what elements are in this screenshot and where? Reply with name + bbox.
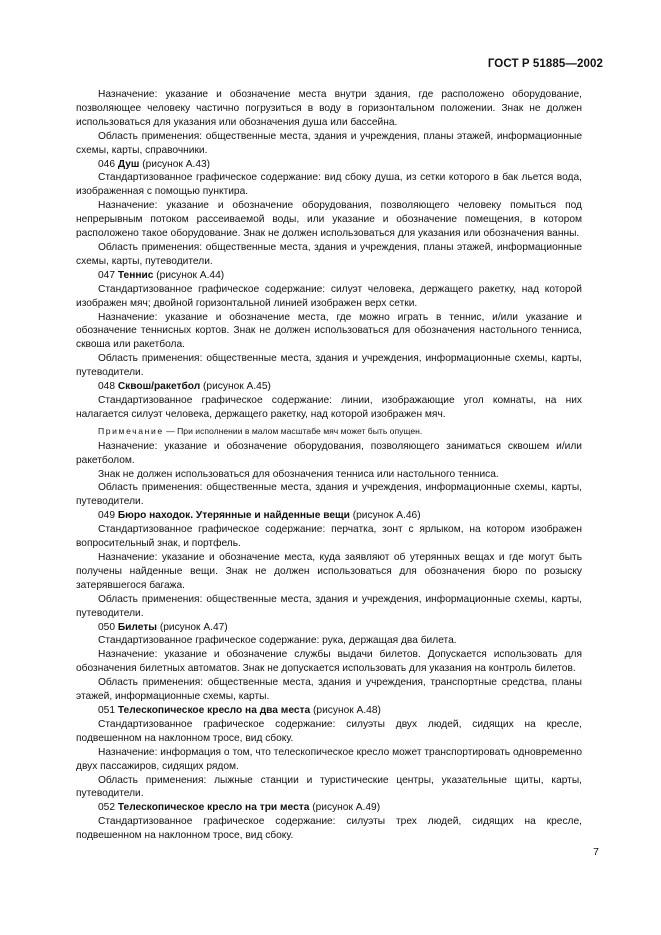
paragraph: Область применения: общественные места, здания и учреждения, транспортные средства, планы этажей, информационные схемы, карты. (76, 677, 582, 703)
section-number: 047 (98, 269, 118, 281)
document-body (76, 88, 582, 843)
paragraph: Назначение: указание и обозначение места внутри здания, где расположено оборудование, позволяющее человеку частично погрузиться в воду в горизонтальном положении. Знак не должен использоваться для указания или обозначения душа или бассейна. (76, 89, 582, 128)
section-title: Телескопическое кресло на три места (117, 802, 310, 814)
paragraph: Стандартизованное графическое содержание: вид сбоку душа, из сетки которого в бак льется вода, изображенная с помощью пунктира. (76, 172, 582, 198)
section-number: 046 (98, 158, 118, 170)
note-text: — При исполнении в малом масштабе мяч может быть опущен. (163, 425, 423, 436)
note (76, 425, 582, 437)
note-label: Примечание (98, 425, 164, 436)
paragraph: Знак не должен использоваться для обозначения тенниса или настольного тенниса. (98, 468, 499, 480)
section-heading-049 (76, 509, 582, 523)
section-title: Билеты (117, 621, 157, 633)
section-title: Теннис (117, 269, 154, 281)
section-heading-046 (76, 158, 582, 172)
paragraph: Стандартизованное графическое содержание: рука, держащая два билета. (98, 635, 457, 647)
section-heading-051 (76, 704, 582, 718)
paragraph: Назначение: указание и обозначение места, куда заявляют об утерянных вещах и где могут быть получены найденные вещи. Знак не должен использоваться для обозначения бюро по розыску затерявшегося багажа. (76, 552, 582, 591)
section-title: Телескопическое кресло на два места (117, 704, 311, 716)
section-heading-047 (76, 269, 582, 283)
figure-reference: (рисунок А.47) (156, 621, 228, 633)
figure-reference: (рисунок А.48) (310, 704, 381, 716)
figure-reference: (рисунок А.44) (153, 269, 225, 281)
paragraph: Назначение: указание и обозначение оборудования, позволяющего заниматься сквошем и/или ракетболом. (76, 440, 582, 466)
section-number: 052 (98, 802, 118, 814)
section-heading-050 (76, 621, 582, 635)
section-number: 050 (98, 621, 118, 633)
figure-reference: (рисунок А.45) (200, 381, 271, 393)
paragraph: Область применения: общественные места, здания и учреждения, планы этажей, информационные схемы, карты, путеводители. (76, 241, 582, 267)
paragraph: Назначение: указание и обозначение службы выдачи билетов. Допускается использовать для обозначения билетных автоматов. Знак не допускается использовать для указания на контроль билетов. (76, 649, 582, 675)
paragraph: Область применения: лыжные станции и туристические центры, указательные щиты, карты, путеводители. (76, 774, 582, 800)
section-title: Сквош/ракетбол (117, 381, 201, 393)
section-number: 048 (98, 381, 118, 393)
paragraph: Область применения: общественные места, здания и учреждения, планы этажей, информационные схемы, карты, справочники. (76, 130, 582, 156)
section-heading-048 (76, 380, 582, 394)
paragraph: Стандартизованное графическое содержание: силуэты трех людей, сидящих на кресле, подвешенном на наклонном тросе, вид сбоку. (76, 816, 582, 842)
section-title: Душ (117, 158, 140, 170)
figure-reference: (рисунок А.46) (349, 510, 421, 522)
page-number: 7 (593, 846, 599, 858)
paragraph: Назначение: информация о том, что телескопическое кресло может транспортировать одновременно двух пассажиров, сидящих рядом. (76, 746, 582, 772)
section-number: 051 (98, 704, 118, 716)
paragraph: Область применения: общественные места, здания и учреждения, информационные схемы, карты, путеводители. (76, 353, 582, 379)
paragraph: Стандартизованное графическое содержание: силуэты двух людей, сидящих на кресле, подвешенном на наклонном тросе, вид сбоку. (76, 718, 582, 744)
paragraph: Стандартизованное графическое содержание: силуэт человека, держащего ракетку, над которой изображен мяч; двойной горизонтальной линией изображен верх сетки. (76, 283, 582, 309)
section-number: 049 (98, 510, 118, 522)
paragraph: Назначение: указание и обозначение оборудования, позволяющего человеку помыться под непрерывным потоком рассеиваемой воды, или указание и обозначение помещения, в котором расположено такое оборудование. Знак не должен использоваться для указания или обозначения ванны. (76, 200, 582, 240)
section-title: Бюро находок. Утерянные и найденные вещи (117, 510, 350, 522)
figure-reference: (рисунок А.49) (309, 802, 381, 814)
paragraph: Стандартизованное графическое содержание: линии, изображающие угол комнаты, на них налагается силуэт человека, держащего ракетку, над которой изображен мяч. (76, 394, 582, 420)
paragraph: Область применения: общественные места, здания и учреждения, информационные схемы, карты, путеводители. (76, 593, 582, 619)
figure-reference: (рисунок А.43) (139, 158, 211, 170)
paragraph: Стандартизованное графическое содержание: перчатка, зонт с ярлыком, на котором изображен вопросительный знак, и портфель. (76, 524, 582, 550)
paragraph: Назначение: указание и обозначение места, где можно играть в теннис, и/или указание и обозначение теннисных кортов. Знак не должен использоваться для обозначения настольного тенниса, сквоша или ракетбола. (76, 311, 582, 351)
standard-header: ГОСТ Р 51885—2002 (487, 58, 603, 70)
section-heading-052 (76, 801, 582, 815)
paragraph: Область применения: общественные места, здания и учреждения, информационные схемы, карты, путеводители. (76, 482, 582, 508)
